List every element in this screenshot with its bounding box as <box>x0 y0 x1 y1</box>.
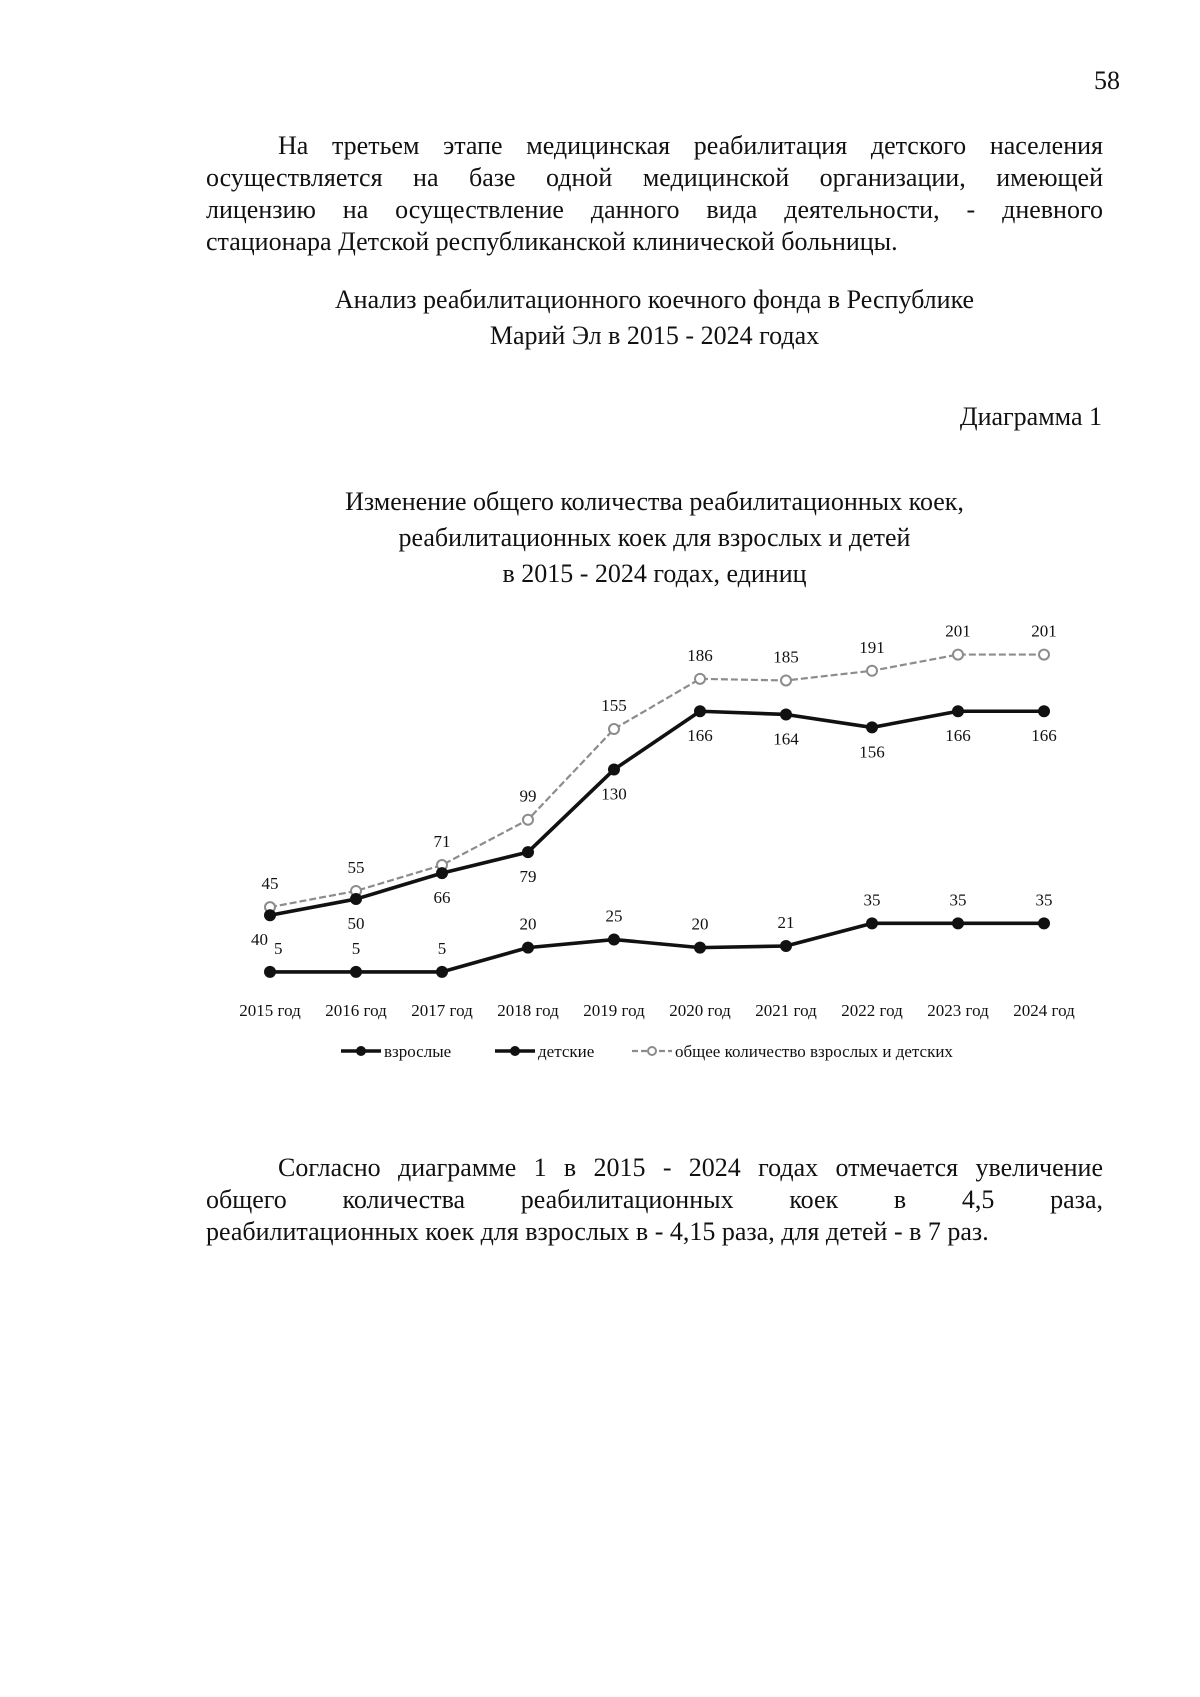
data-label: 166 <box>945 726 971 746</box>
data-label: 55 <box>347 857 365 877</box>
legend-marker <box>648 1047 656 1055</box>
conclusion-line: реабилитационных коек для взрослых в - 4,15 раза, для детей - в 7 раз. <box>206 1217 989 1246</box>
data-label: 20 <box>519 914 537 934</box>
series-line <box>270 711 1044 915</box>
data-label: 71 <box>433 832 451 852</box>
data-point <box>781 675 791 685</box>
data-point <box>350 893 362 905</box>
intro-paragraph <box>206 130 1103 258</box>
data-label: 79 <box>519 867 537 887</box>
data-point <box>436 867 448 879</box>
data-label: 166 <box>687 726 713 746</box>
intro-line: лицензию на осуществление данного вида деятельности, - дневного <box>206 195 1103 224</box>
legend-label: общее количество взрослых и детских <box>675 1042 953 1061</box>
conclusion-line: общего количества реабилитационных коек в 4,5 раза, <box>206 1185 1103 1214</box>
data-label: 186 <box>687 645 713 665</box>
data-point <box>867 666 877 676</box>
data-label: 66 <box>433 888 451 908</box>
data-point <box>780 940 792 952</box>
x-tick-label: 2018 год <box>497 1001 559 1020</box>
data-point <box>952 705 964 717</box>
data-label: 5 <box>351 938 361 958</box>
x-tick-label: 2016 год <box>325 1001 387 1020</box>
data-label: 50 <box>347 914 365 934</box>
data-point <box>952 917 964 929</box>
legend-marker <box>356 1046 366 1056</box>
section-heading-line: Марий Эл в 2015 - 2024 годах <box>489 321 820 350</box>
intro-line: стационара Детской республиканской клинической больницы. <box>206 227 898 256</box>
x-tick-label: 2023 год <box>927 1001 989 1020</box>
data-point <box>866 721 878 733</box>
data-point <box>609 724 619 734</box>
data-point <box>436 966 448 978</box>
data-point <box>608 764 620 776</box>
data-point <box>522 846 534 858</box>
conclusion-paragraph <box>206 1152 1103 1248</box>
chart-title-line: Изменение общего количества реабилитационных коек, <box>345 487 964 516</box>
x-tick-label: 2022 год <box>841 1001 903 1020</box>
x-tick-label: 2024 год <box>1013 1001 1075 1020</box>
section-heading <box>206 282 1103 354</box>
chart-title-line: в 2015 - 2024 годах, единиц <box>502 559 807 588</box>
data-label: 185 <box>773 647 799 667</box>
x-tick-label: 2020 год <box>669 1001 731 1020</box>
x-tick-label: 2017 год <box>411 1001 473 1020</box>
section-heading-line: Анализ реабилитационного коечного фонда в Республике <box>334 285 975 314</box>
data-label: 21 <box>777 913 795 932</box>
data-label: 156 <box>859 742 885 762</box>
data-point <box>350 966 362 978</box>
conclusion-line: Согласно диаграмме 1 в 2015 - 2024 годах отмечается увеличение <box>278 1153 1103 1182</box>
data-point <box>953 650 963 660</box>
diagram-label: Диаграмма 1 <box>959 402 1102 431</box>
data-label: 40 <box>251 930 268 950</box>
chart-title-line: реабилитационных коек для взрослых и детей <box>398 523 911 552</box>
legend-label: взрослые <box>384 1042 452 1061</box>
data-label: 35 <box>949 890 967 910</box>
data-point <box>608 934 620 946</box>
data-point <box>522 942 534 954</box>
data-label: 155 <box>601 696 627 716</box>
legend-marker <box>510 1046 520 1056</box>
data-point <box>694 705 706 717</box>
legend-label: детские <box>538 1042 595 1061</box>
data-point <box>694 942 706 954</box>
data-point <box>695 674 705 684</box>
data-label: 20 <box>691 914 709 934</box>
data-label: 5 <box>437 938 447 958</box>
data-point <box>1039 650 1049 660</box>
intro-line: осуществляется на базе одной медицинской организации, имеющей <box>206 163 1103 192</box>
data-point <box>264 966 276 978</box>
data-point <box>780 708 792 720</box>
data-label: 35 <box>1035 890 1053 910</box>
page-number: 58 <box>1094 66 1120 95</box>
chart-title <box>206 484 1103 592</box>
line-chart <box>0 621 1200 1070</box>
data-point <box>264 909 276 921</box>
series-line <box>270 655 1044 908</box>
series-line <box>270 923 1044 972</box>
data-label: 201 <box>1031 621 1057 641</box>
data-label: 99 <box>519 786 537 806</box>
data-label: 191 <box>859 637 885 657</box>
intro-line: На третьем этапе медицинская реабилитация детского населения <box>278 131 1103 160</box>
data-label: 201 <box>945 621 971 641</box>
x-tick-label: 2019 год <box>583 1001 645 1020</box>
data-label: 25 <box>605 906 623 926</box>
data-label: 130 <box>601 784 627 804</box>
data-label: 164 <box>773 729 799 749</box>
data-point <box>866 917 878 929</box>
data-label: 35 <box>863 890 881 910</box>
data-label: 5 <box>274 938 283 958</box>
data-point <box>1038 705 1050 717</box>
data-label: 45 <box>261 874 279 894</box>
data-point <box>523 815 533 825</box>
data-label: 166 <box>1031 726 1057 746</box>
x-tick-label: 2015 год <box>239 1001 301 1020</box>
data-point <box>1038 917 1050 929</box>
x-tick-label: 2021 год <box>755 1001 817 1020</box>
